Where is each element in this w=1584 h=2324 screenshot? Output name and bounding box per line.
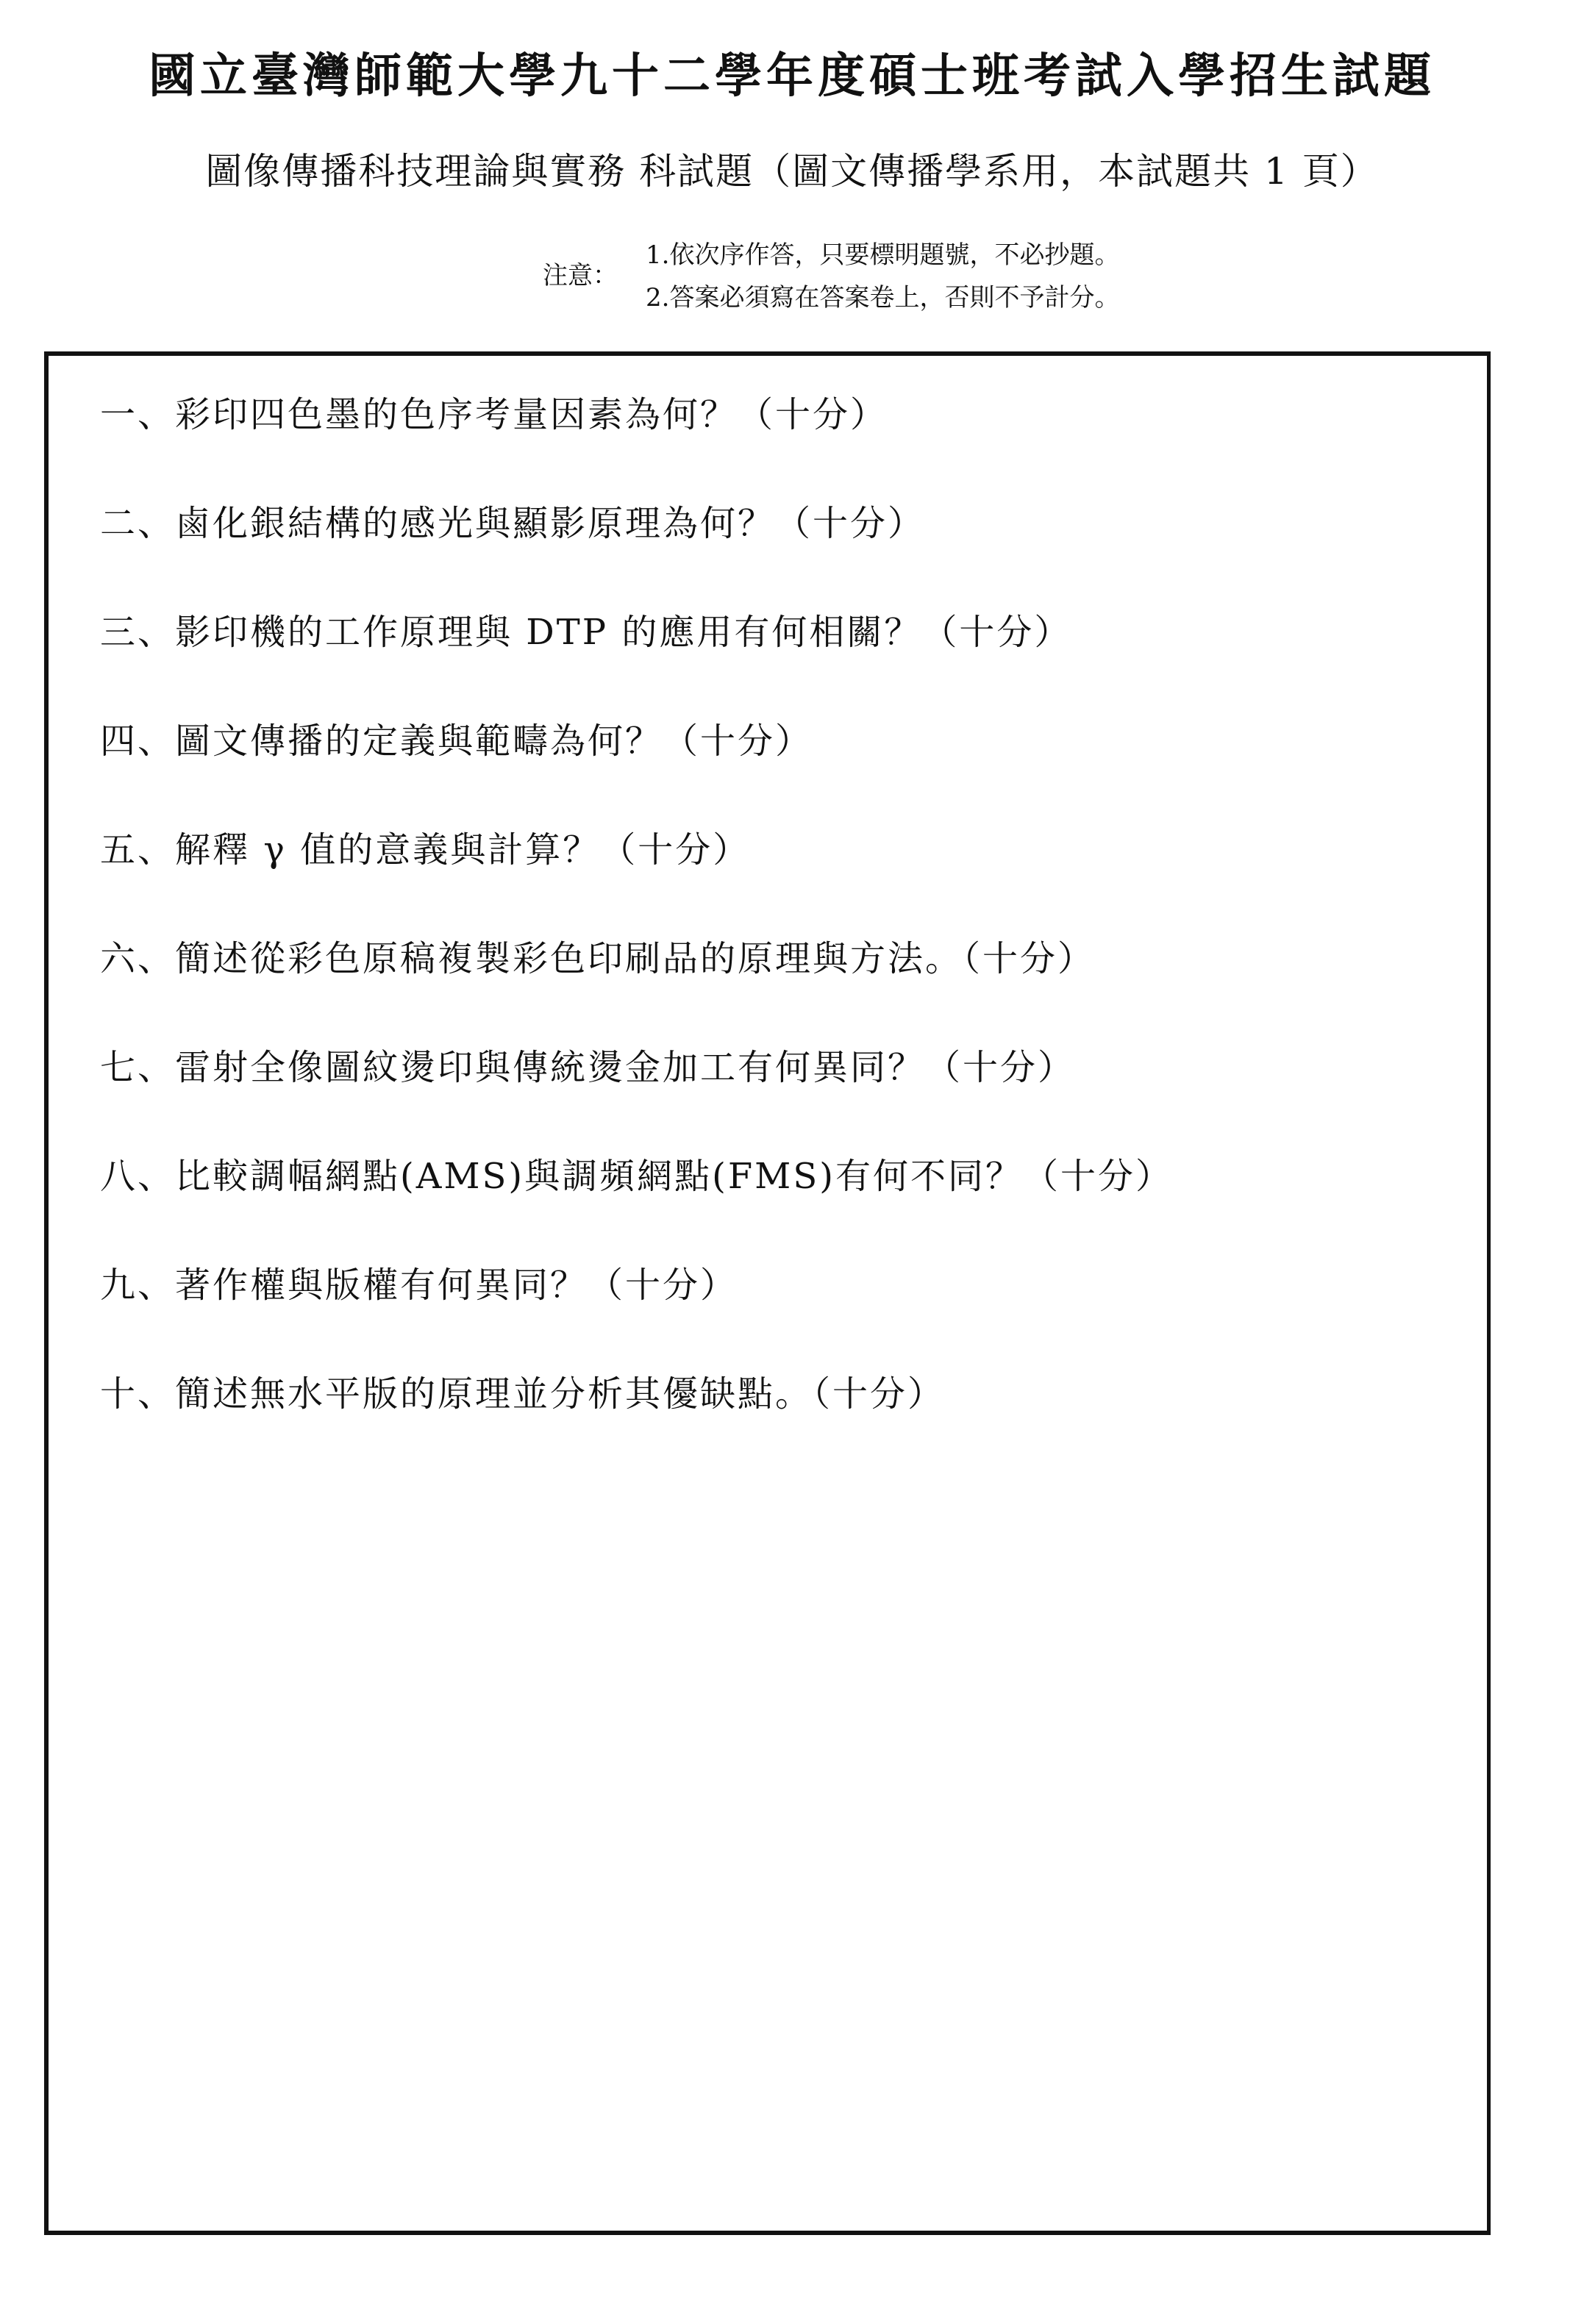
question-8: 八、比較調幅網點(AMS)與調頻網點(FMS)有何不同？（十分）: [100, 1156, 1173, 1197]
question-list: [100, 393, 1438, 1481]
question-2: 二、鹵化銀結構的感光與顯影原理為何？（十分）: [100, 503, 926, 544]
exam-title: 國立臺灣師範大學九十二學年度碩士班考試入學招生試題: [149, 49, 1435, 104]
notice-item-1: 1.依次序作答，只要標明題號，不必抄題。: [646, 240, 1120, 270]
question-10: 十、簡述無水平版的原理並分析其優缺點。（十分）: [100, 1373, 946, 1415]
notice-item-2: 2.答案必須寫在答案卷上，否則不予計分。: [646, 283, 1120, 312]
question-9: 九、著作權與版權有何異同？（十分）: [100, 1265, 738, 1306]
question-4: 四、圖文傳播的定義與範疇為何？（十分）: [100, 721, 813, 762]
question-3: 三、影印機的工作原理與 DTP 的應用有何相關？（十分）: [100, 612, 1072, 653]
question-7: 七、雷射全像圖紋燙印與傳統燙金加工有何異同？（十分）: [100, 1047, 1076, 1088]
question-box: [44, 351, 1491, 2235]
notice-items: [646, 234, 1119, 319]
exam-subtitle: 圖像傳播科技理論與實務 科試題（圖文傳播學系用，本試題共 1 頁）: [205, 150, 1379, 193]
question-6: 六、簡述從彩色原稿複製彩色印刷品的原理與方法。（十分）: [100, 938, 1096, 979]
question-5: 五、解釋 γ 值的意義與計算？（十分）: [100, 829, 751, 870]
notice-label: 注意：: [543, 261, 618, 290]
question-1: 一、彩印四色墨的色序考量因素為何？（十分）: [100, 394, 888, 435]
